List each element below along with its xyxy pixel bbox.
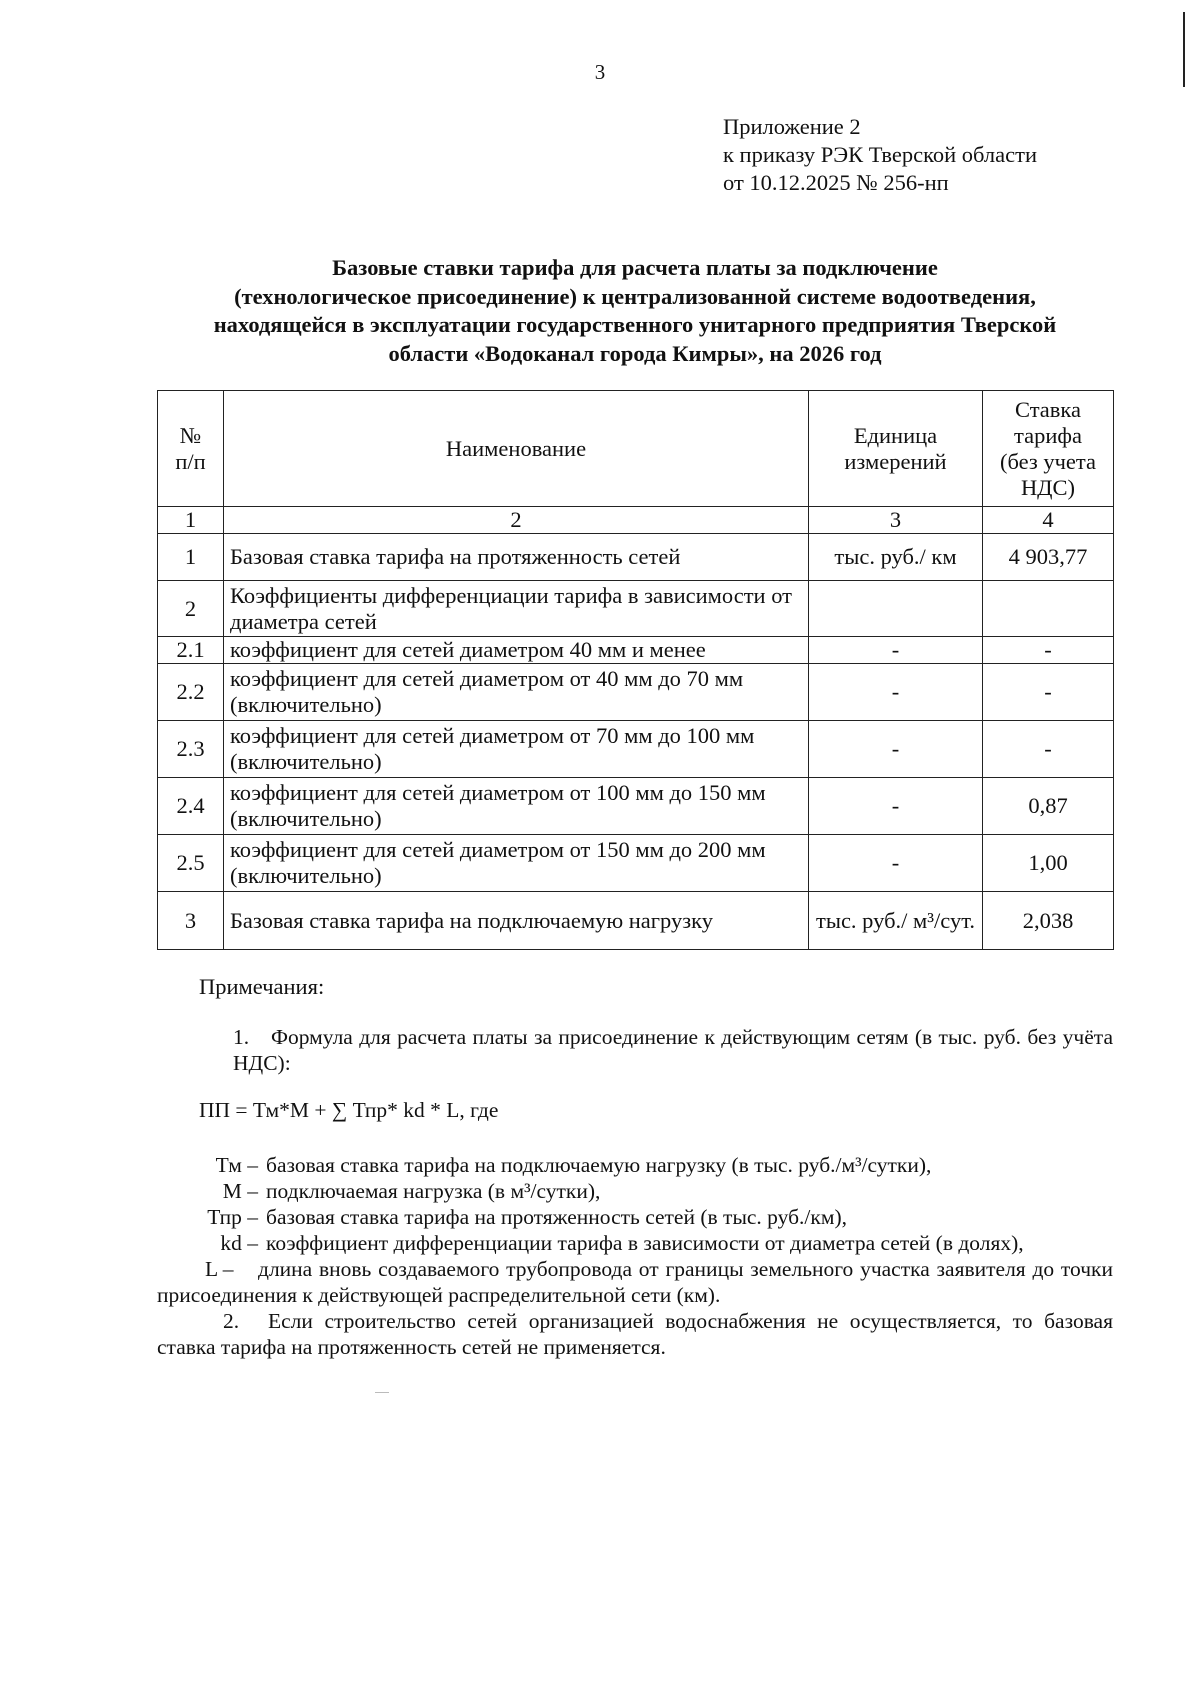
note-number: 2. [223, 1309, 240, 1333]
definition-text: подключаемая нагрузка (в м³/сутки), [266, 1179, 601, 1203]
row-name: Коэффициенты дифференциации тарифа в зависимости от диаметра сетей [224, 581, 809, 637]
table-row [158, 835, 1114, 892]
row-num: 2.1 [158, 637, 224, 664]
table-row [158, 534, 1114, 581]
row-rate: 1,00 [983, 835, 1114, 892]
appendix-line: к приказу РЭК Тверской области [723, 142, 1038, 167]
col-number: 1 [158, 507, 224, 534]
definition-item [157, 1178, 1113, 1204]
row-num: 1 [158, 534, 224, 581]
row-unit: - [809, 721, 983, 778]
row-unit: - [809, 664, 983, 721]
definition-symbol: kd – [220, 1231, 258, 1255]
row-unit: - [809, 778, 983, 835]
formula: ПП = Тм*М + ∑ Тпр* kd * L, где [199, 1098, 499, 1122]
table-header-row [158, 391, 1114, 507]
definition-item [157, 1152, 1113, 1178]
header-name: Наименование [224, 391, 809, 507]
appendix-line: Приложение 2 [723, 114, 861, 139]
row-unit: тыс. руб./ км [809, 534, 983, 581]
page-number: 3 [594, 60, 606, 84]
table-row [158, 892, 1114, 950]
definition-item [157, 1256, 1113, 1308]
definition-text: коэффициент дифференциации тарифа в зависимости от диаметра сетей (в долях), [266, 1231, 1024, 1255]
title-line: Базовые ставки тарифа для расчета платы за подключение [332, 255, 938, 280]
row-name: коэффициент для сетей диаметром 40 мм и менее [224, 637, 809, 664]
notes-title: Примечания: [199, 974, 325, 999]
definition-item [157, 1204, 1113, 1230]
row-name: коэффициент для сетей диаметром от 70 мм до 100 мм (включительно) [224, 721, 809, 778]
definition-item [157, 1230, 1113, 1256]
row-unit: тыс. руб./ м³/сут. [809, 892, 983, 950]
definition-text: базовая ставка тарифа на подключаемую нагрузку (в тыс. руб./м³/сутки), [266, 1153, 932, 1177]
row-name: Базовая ставка тарифа на подключаемую нагрузку [224, 892, 809, 950]
definition-symbol: М – [222, 1179, 258, 1203]
row-num: 3 [158, 892, 224, 950]
row-num: 2.3 [158, 721, 224, 778]
row-num: 2.2 [158, 664, 224, 721]
row-num: 2 [158, 581, 224, 637]
col-number: 3 [809, 507, 983, 534]
title-line: находящейся в эксплуатации государственного унитарного предприятия Тверской [213, 312, 1057, 337]
definition-symbol: Тм – [215, 1153, 258, 1177]
row-rate: - [983, 664, 1114, 721]
table-row [158, 664, 1114, 721]
row-num: 2.5 [158, 835, 224, 892]
row-rate: - [983, 721, 1114, 778]
row-rate: 2,038 [983, 892, 1114, 950]
row-rate [983, 581, 1114, 637]
header-unit: Единица измерений [809, 391, 983, 507]
appendix-line: от 10.12.2025 № 256-нп [723, 170, 949, 195]
row-rate: 4 903,77 [983, 534, 1114, 581]
row-name: коэффициент для сетей диаметром от 40 мм до 70 мм (включительно) [224, 664, 809, 721]
definition-text: базовая ставка тарифа на протяженность сетей (в тыс. руб./км), [266, 1205, 847, 1229]
column-number-row [158, 507, 1114, 534]
row-unit: - [809, 835, 983, 892]
row-num: 2.4 [158, 778, 224, 835]
note-number: 1. [233, 1025, 250, 1049]
note-text: Формула для расчета платы за присоединение к действующим сетям (в тыс. руб. без учёта НДС): [233, 1025, 1113, 1075]
definition-text: длина вновь создаваемого трубопровода от границы земельного участка заявителя до точки присоединения к действующей распределительной сети (км). [157, 1257, 1113, 1307]
note-text: Если строительство сетей организацией водоснабжения не осуществляется, то базовая ставка тарифа на протяженность сетей не применяется. [157, 1309, 1113, 1359]
title-line: (технологическое присоединение) к централизованной системе водоотведения, [234, 283, 1036, 309]
note-2 [157, 1308, 1113, 1360]
row-rate: - [983, 637, 1114, 664]
note-1 [233, 1024, 1113, 1076]
row-rate: 0,87 [983, 778, 1114, 835]
title-line: области «Водоканал города Кимры», на 2026 год [388, 340, 882, 366]
header-rate: Ставка тарифа (без учета НДС) [983, 391, 1114, 507]
row-name: коэффициент для сетей диаметром от 100 мм до 150 мм (включительно) [224, 778, 809, 835]
scan-mark [375, 1392, 389, 1393]
document-title [150, 254, 1120, 368]
definitions [157, 1152, 1113, 1360]
col-number: 4 [983, 507, 1114, 534]
definition-symbol: L – [205, 1257, 234, 1281]
row-name: коэффициент для сетей диаметром от 150 мм до 200 мм (включительно) [224, 835, 809, 892]
tariff-table [157, 390, 1114, 950]
header-num: № п/п [158, 391, 224, 507]
appendix-header [723, 113, 1037, 197]
table-row [158, 581, 1114, 637]
row-unit [809, 581, 983, 637]
definition-symbol: Тпр – [207, 1205, 258, 1229]
table-row [158, 721, 1114, 778]
row-name: Базовая ставка тарифа на протяженность сетей [224, 534, 809, 581]
col-number: 2 [224, 507, 809, 534]
row-unit: - [809, 637, 983, 664]
table-row [158, 637, 1114, 664]
table-row [158, 778, 1114, 835]
